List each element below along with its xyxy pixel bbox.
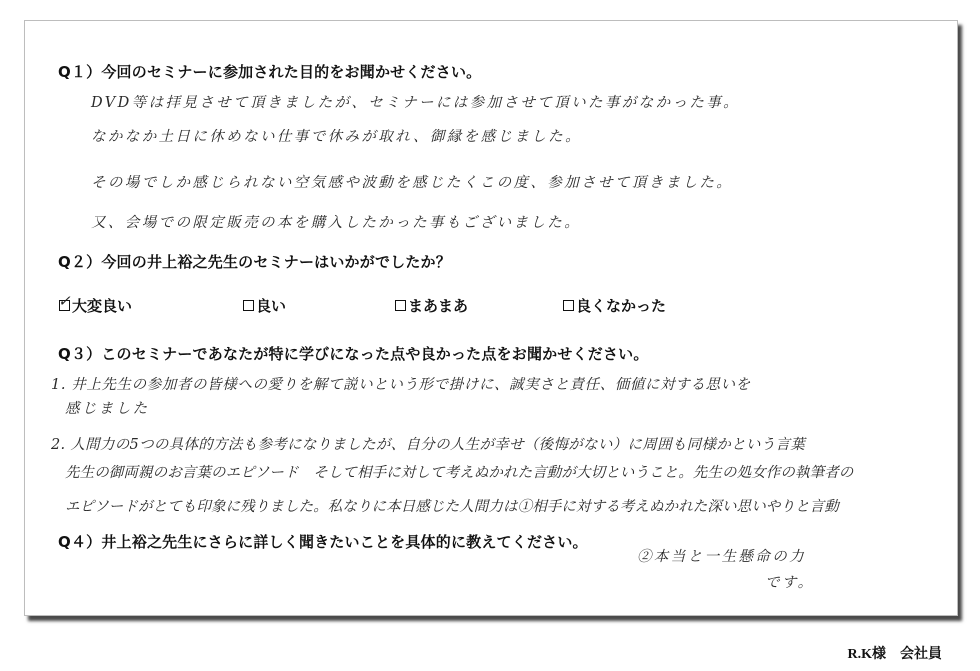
q3-answer-line-5: エピソードがとても印象に残りました。私なりに本日感じた人間力は①相手に対する考えぬかれた深い思いやりと言動 — [65, 499, 839, 515]
option-good[interactable] — [243, 295, 286, 316]
q1-answer-line-2: なかなか土日に休めない仕事で休みが取れ、御縁を感じました。 — [91, 129, 582, 145]
q1-answer-line-1: DVD等は拝見させて頂きましたが、セミナーには参加させて頂いた事がなかった事。 — [91, 95, 741, 111]
question-2: Q２）今回の井上裕之先生のセミナーはいかがでしたか？ — [58, 253, 451, 271]
option-not-good-label: 良くなかった — [576, 297, 667, 315]
question-3: Q３）このセミナーであなたが特に学びになった点や良かった点をお聞かせください。 — [58, 345, 649, 363]
survey-sheet — [24, 20, 958, 616]
respondent-role: 会社員 — [900, 647, 942, 662]
checkbox-very-good[interactable] — [58, 292, 71, 311]
q4-answer-line-2: です。 — [765, 575, 815, 591]
question-4: Q４）井上裕之先生にさらに詳しく聞きたいことを具体的に教えてください。 — [58, 533, 588, 551]
option-very-good-label: 大変良い — [72, 297, 133, 315]
q1-answer-line-3: その場でしか感じられない空気感や波動を感じたくこの度、参加させて頂きました。 — [91, 175, 734, 191]
q4-answer-line-1: ②本当と一生懸命の力 — [637, 549, 806, 565]
respondent-info — [848, 643, 943, 663]
option-so-so[interactable] — [395, 295, 468, 316]
checkbox-not-good[interactable] — [563, 300, 574, 311]
q1-answer-line-4: 又、会場での限定販売の本を購入したかった事もございました。 — [91, 215, 582, 231]
question-1: Q１）今回のセミナーに参加された目的をお聞かせください。 — [58, 63, 482, 81]
option-so-so-label: まあまあ — [408, 297, 469, 315]
checkbox-good[interactable] — [243, 300, 254, 311]
option-very-good[interactable] — [58, 292, 133, 316]
checkmark-icon: ✓ — [58, 292, 71, 310]
option-not-good[interactable] — [563, 295, 666, 316]
option-good-label: 良い — [256, 297, 287, 315]
q3-answer-line-4: 先生の御両親のお言葉のエピソード そして相手に対して考えぬかれた言動が大切ということ。先生の処女作の執筆者の — [65, 465, 854, 481]
q3-answer-line-3: 2. 人間力の5つの具体的方法も参考になりましたが、自分の人生が幸せ（後悔がない）に周囲も同様かという言葉 — [51, 437, 806, 453]
q3-answer-line-1: 1. 井上先生の参加者の皆様への愛りを解て説いという形で掛けに、誠実さと責任、価値に対する思いを — [51, 377, 751, 393]
q3-answer-line-2: 感じました — [65, 401, 150, 417]
respondent-name: R.K様 — [847, 647, 886, 662]
checkbox-so-so[interactable] — [395, 300, 406, 311]
